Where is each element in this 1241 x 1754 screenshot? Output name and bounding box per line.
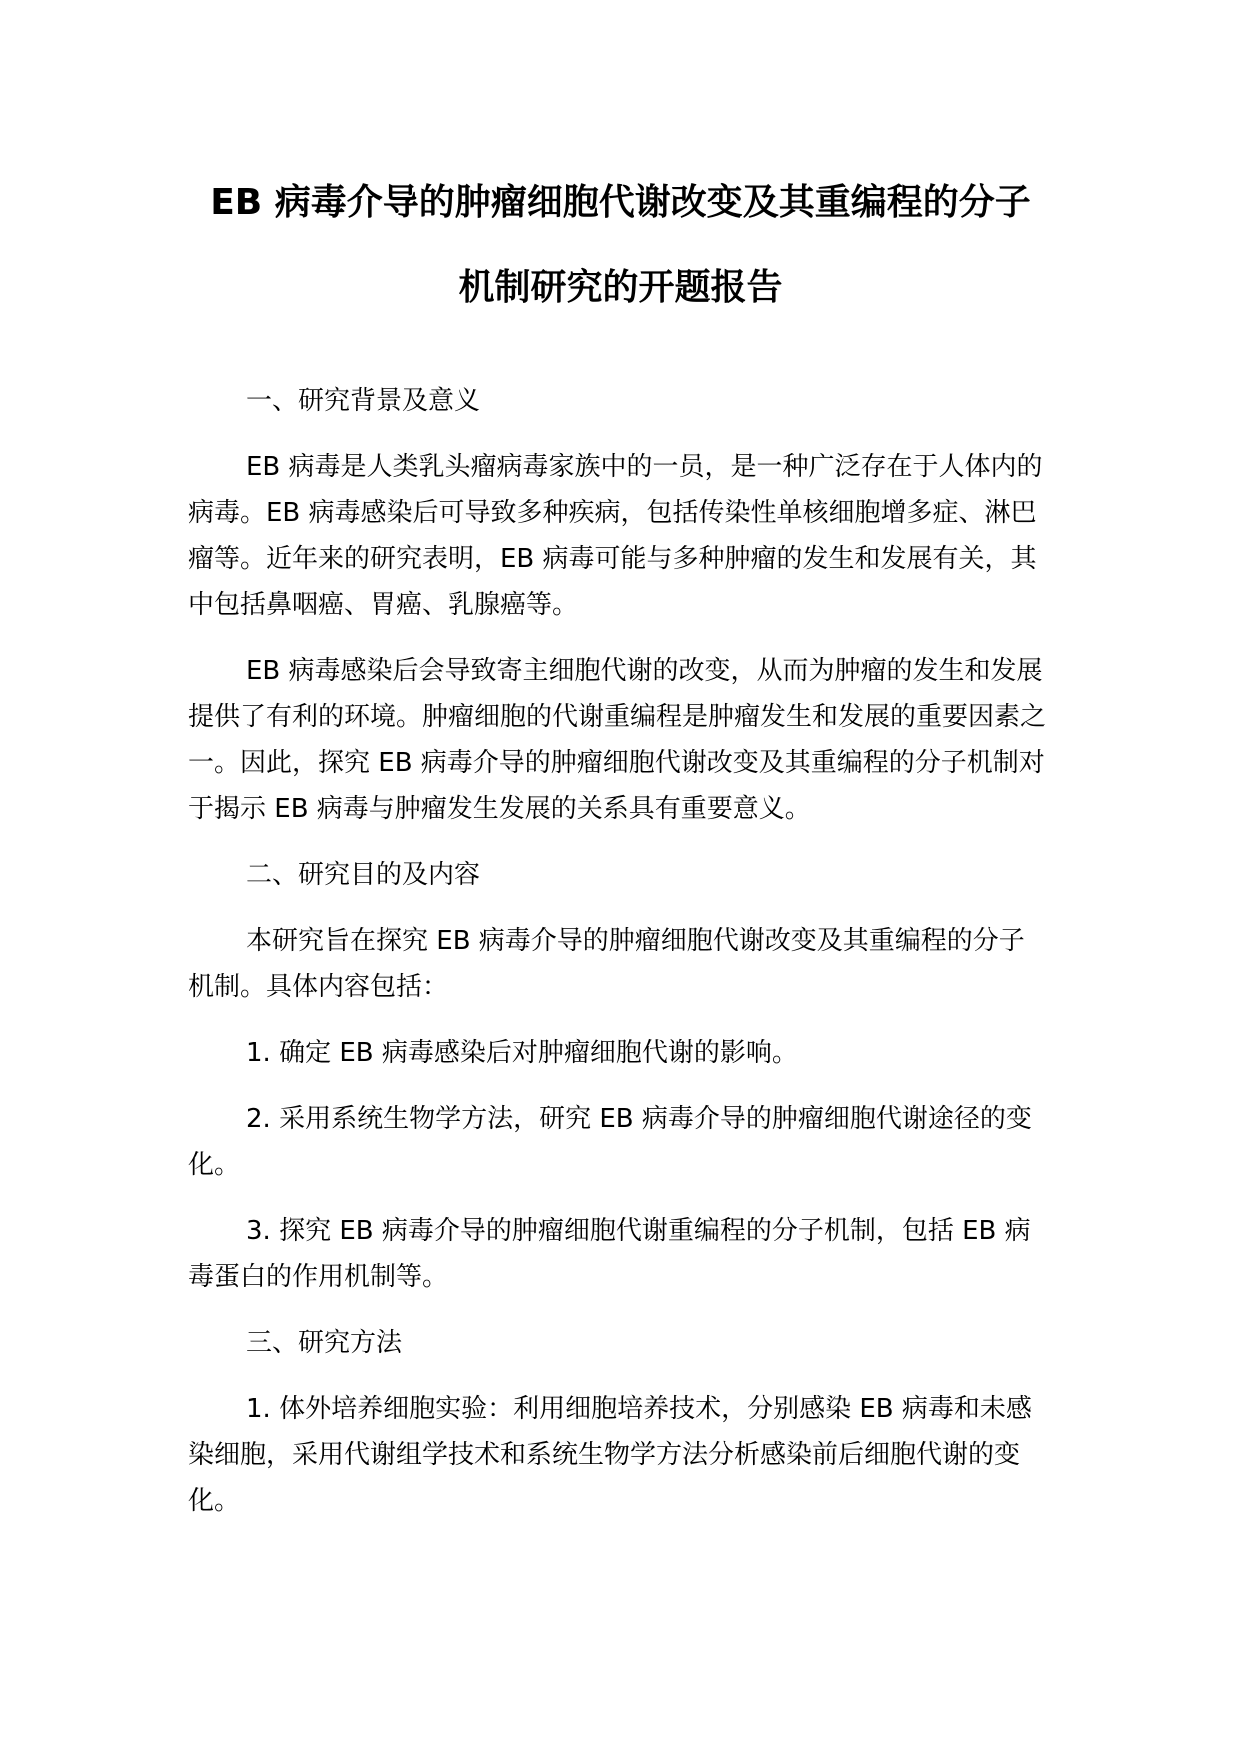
objective-item-2: 2. 采用系统生物学方法，研究 EB 病毒介导的肿瘤细胞代谢途径的变化。 xyxy=(188,1104,1032,1180)
paragraph-background-1: EB 病毒是人类乳头瘤病毒家族中的一员，是一种广泛存在于人体内的病毒。EB 病毒感染后可导致多种疾病，包括传染性单核细胞增多症、淋巴瘤等。近年来的研究表明，EB 病毒可能与多种肿瘤的发生和发展有关，其中包括鼻咽癌、胃癌、乳腺癌等。 xyxy=(188,452,1043,620)
method-item-1: 1. 体外培养细胞实验：利用细胞培养技术，分别感染 EB 病毒和未感染细胞，采用代谢组学技术和系统生物学方法分析感染前后细胞代谢的变化。 xyxy=(188,1394,1032,1516)
document-title-line-1: EB 病毒介导的肿瘤细胞代谢改变及其重编程的分子 xyxy=(210,182,1031,223)
section-heading-objectives: 二、研究目的及内容 xyxy=(246,860,481,890)
objective-item-3: 3. 探究 EB 病毒介导的肿瘤细胞代谢重编程的分子机制，包括 EB 病毒蛋白的作用机制等。 xyxy=(188,1216,1031,1292)
paragraph-objectives-intro: 本研究旨在探究 EB 病毒介导的肿瘤细胞代谢改变及其重编程的分子机制。具体内容包括： xyxy=(188,926,1025,1002)
objective-item-1: 1. 确定 EB 病毒感染后对肿瘤细胞代谢的影响。 xyxy=(246,1038,798,1068)
section-heading-methods: 三、研究方法 xyxy=(246,1328,403,1358)
paragraph-background-2: EB 病毒感染后会导致寄主细胞代谢的改变，从而为肿瘤的发生和发展提供了有利的环境。肿瘤细胞的代谢重编程是肿瘤发生和发展的重要因素之一。因此，探究 EB 病毒介导的肿瘤细胞代谢改变及其重编程的分子机制对于揭示 EB 病毒与肿瘤发生发展的关系具有重要意义。 xyxy=(188,656,1047,824)
section-heading-background: 一、研究背景及意义 xyxy=(246,386,481,416)
document-body xyxy=(188,378,1050,1524)
document-title-line-2: 机制研究的开题报告 xyxy=(458,267,783,308)
